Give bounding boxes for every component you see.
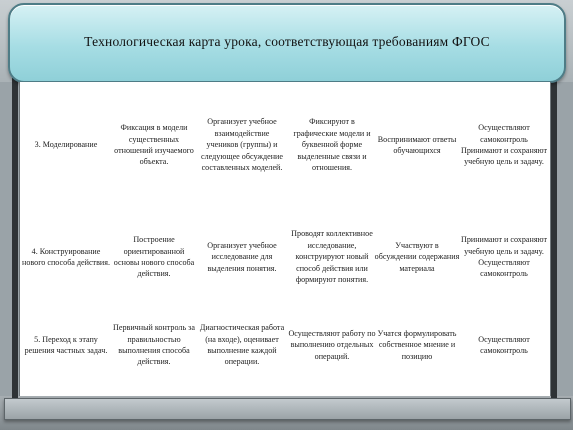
table-cell: Диагностическая работа (на входе), оценивает выполнение каждой операции.	[199, 323, 285, 367]
table-cell: Осуществляют самоконтроль Принимают и сохраняют учебную цель и задачу.	[460, 123, 548, 167]
frame-right-post	[551, 78, 557, 408]
table-cell: Проводят коллективное исследование, конструируют новый способ действия или формируют понятия.	[291, 229, 373, 285]
bottom-frame-bar	[4, 398, 571, 420]
table-cell: Участвуют в обсуждении содержания материала	[374, 240, 460, 273]
table-cell: Учатся формулировать собственное мнение и позицию	[377, 328, 457, 361]
lesson-map-table	[19, 82, 551, 396]
frame-left-post	[12, 78, 18, 408]
slide-title: Технологическая карта урока, соответствующая требованиям ФГОС	[84, 34, 490, 49]
table-cell: Принимают и сохраняют учебную цель и задачу. Осуществляют самоконтроль	[460, 235, 548, 279]
table-cell: Организует учебное взаимодействие учеников (группы) и следующее обсуждение составленных моделей.	[201, 117, 283, 173]
table-cell: Фиксация в модели существенных отношений изучаемого объекта.	[114, 123, 194, 167]
table-cell: Осуществляют самоконтроль	[478, 334, 530, 355]
table-row	[20, 204, 550, 310]
table-cell: Организует учебное исследование для выделения понятия.	[207, 240, 277, 273]
stage-cell: 4. Конструирование нового способа действия.	[22, 246, 110, 267]
table-cell: Первичный контроль за правильностью выполнения способа действия.	[113, 323, 195, 367]
table-row	[20, 310, 550, 380]
table-cell: Фиксируют в графические модели и буквенной форме выделенные связи и отношения.	[293, 117, 371, 173]
table-cell: Воспринимают ответы обучающихся	[377, 134, 457, 155]
table-cell: Осуществляют работу по выполнению отдельных операций.	[288, 328, 376, 361]
title-banner	[8, 3, 566, 83]
stage-cell: 5. Переход к этапу решения частных задач.	[24, 334, 108, 355]
table-cell: Построение ориентированной основы нового способа действия.	[113, 235, 195, 279]
stage-cell: 3. Моделирование	[34, 140, 98, 150]
table-row	[20, 86, 550, 204]
